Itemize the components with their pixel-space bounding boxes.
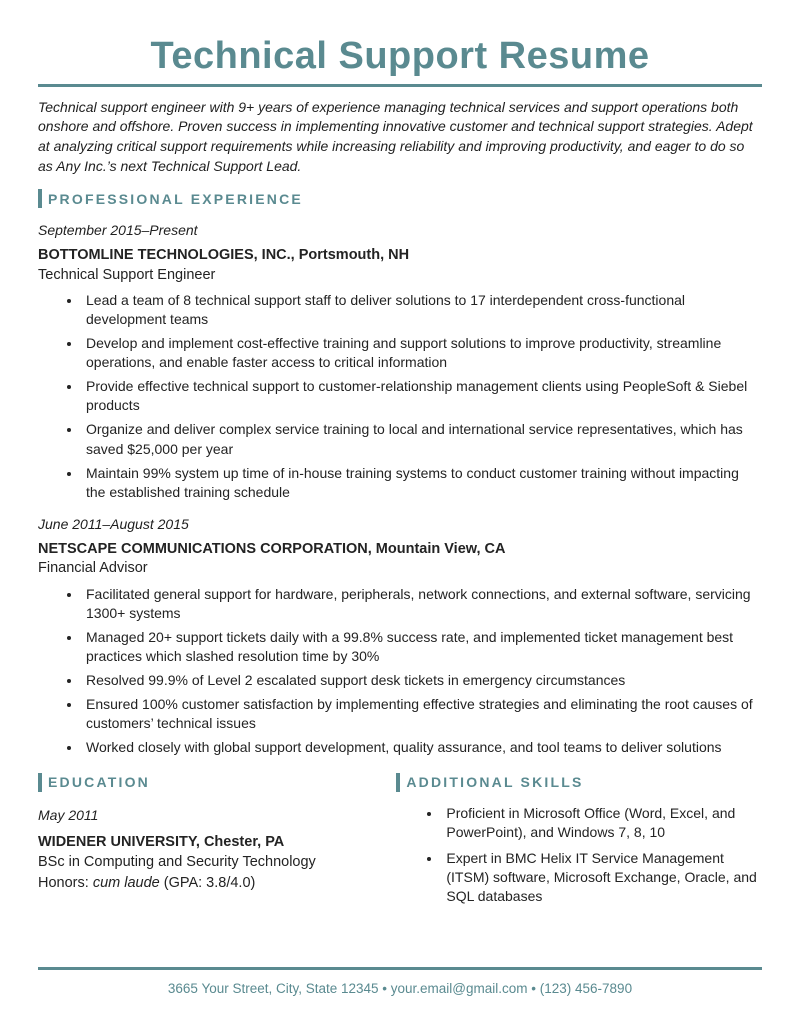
section-heading-label: ADDITIONAL SKILLS bbox=[406, 774, 584, 791]
skill-bullet: • Expert in BMC Helix IT Service Management (ITSM) software, Microsoft Exchange, Oracle, and SQL databases bbox=[442, 849, 762, 906]
job-bullet: • Maintain 99% system up time of in-house training systems to conduct customer training without impacting the established training schedule bbox=[82, 464, 762, 502]
section-heading-label: PROFESSIONAL EXPERIENCE bbox=[48, 190, 303, 207]
honors-gpa: (GPA: 3.8/4.0) bbox=[159, 874, 256, 891]
section-accent-bar bbox=[396, 773, 400, 792]
job-bullet: • Lead a team of 8 technical support staff to deliver solutions to 17 interdependent cross-functional development teams bbox=[82, 291, 762, 329]
education-date: May 2011 bbox=[38, 806, 99, 823]
honors-prefix: Honors: bbox=[38, 874, 93, 891]
job-dates: June 2011–August 2015 bbox=[38, 515, 189, 532]
section-heading-label: EDUCATION bbox=[48, 774, 150, 791]
section-heading-skills bbox=[396, 773, 762, 792]
job-company: NETSCAPE COMMUNICATIONS CORPORATION, Mountain View, CA bbox=[38, 540, 506, 557]
job-bullet-list bbox=[38, 291, 762, 501]
education-school: WIDENER UNIVERSITY, Chester, PA bbox=[38, 833, 285, 850]
job-bullet: • Develop and implement cost-effective training and support solutions to improve productivity, streamline operations, and enable faster access to critical information bbox=[82, 334, 762, 372]
honors-distinction: cum laude bbox=[92, 874, 160, 891]
job-bullet: • Resolved 99.9% of Level 2 escalated support desk tickets in emergency circumstances bbox=[82, 671, 762, 690]
page-footer bbox=[38, 967, 762, 996]
resume-page bbox=[0, 36, 800, 1035]
summary-paragraph: Technical support engineer with 9+ years of experience managing technical services and support operations both onshore and offshore. Proven success in implementing innovative customer and technical support strategies. Adept at analyzing critical support requirements while increasing reliability and improving productivity, and eager to do so as Any Inc.’s next Technical Support Lead. bbox=[38, 98, 753, 174]
page-title: Technical Support Resume bbox=[150, 35, 650, 77]
skills-bullet-list bbox=[396, 804, 762, 906]
footer-divider bbox=[38, 967, 762, 970]
job-bullet: • Organize and deliver complex service training to local and international service representatives, which has saved $25,000 per year bbox=[82, 420, 762, 458]
job-bullet: • Ensured 100% customer satisfaction by implementing effective strategies and eliminating the root causes of customers’ technical issues bbox=[82, 695, 762, 733]
job-dates: September 2015–Present bbox=[38, 222, 198, 239]
contact-info: 3665 Your Street, City, State 12345 • your.email@gmail.com • (123) 456-7890 bbox=[167, 981, 633, 996]
job-bullet: • Provide effective technical support to customer-relationship management clients using PeopleSoft & Siebel products bbox=[82, 377, 762, 415]
bottom-columns bbox=[38, 773, 762, 913]
skill-bullet: • Proficient in Microsoft Office (Word, Excel, and PowerPoint), and Windows 7, 8, 10 bbox=[442, 804, 762, 842]
section-accent-bar bbox=[38, 773, 42, 792]
education-section bbox=[38, 773, 396, 913]
section-accent-bar bbox=[38, 189, 42, 208]
title-divider bbox=[38, 84, 762, 87]
job-bullet: • Facilitated general support for hardware, peripherals, network connections, and external software, servicing 1300+ systems bbox=[82, 585, 762, 623]
skills-section bbox=[396, 773, 762, 913]
job-bullet: • Managed 20+ support tickets daily with a 99.8% success rate, and implemented ticket management best practices which slashed resolution time by 30% bbox=[82, 628, 762, 666]
section-heading-experience bbox=[38, 189, 762, 208]
job-entry bbox=[38, 222, 762, 501]
job-bullet: • Worked closely with global support development, quality assurance, and tool teams to deliver solutions bbox=[82, 738, 762, 757]
job-bullet-list bbox=[38, 585, 762, 757]
job-title: Financial Advisor bbox=[38, 560, 148, 577]
job-company: BOTTOMLINE TECHNOLOGIES, INC., Portsmouth, NH bbox=[38, 247, 410, 264]
job-entry bbox=[38, 516, 762, 757]
job-title: Technical Support Engineer bbox=[38, 266, 216, 283]
education-honors bbox=[38, 873, 386, 893]
education-degree: BSc in Computing and Security Technology bbox=[38, 854, 316, 871]
section-heading-education bbox=[38, 773, 386, 792]
